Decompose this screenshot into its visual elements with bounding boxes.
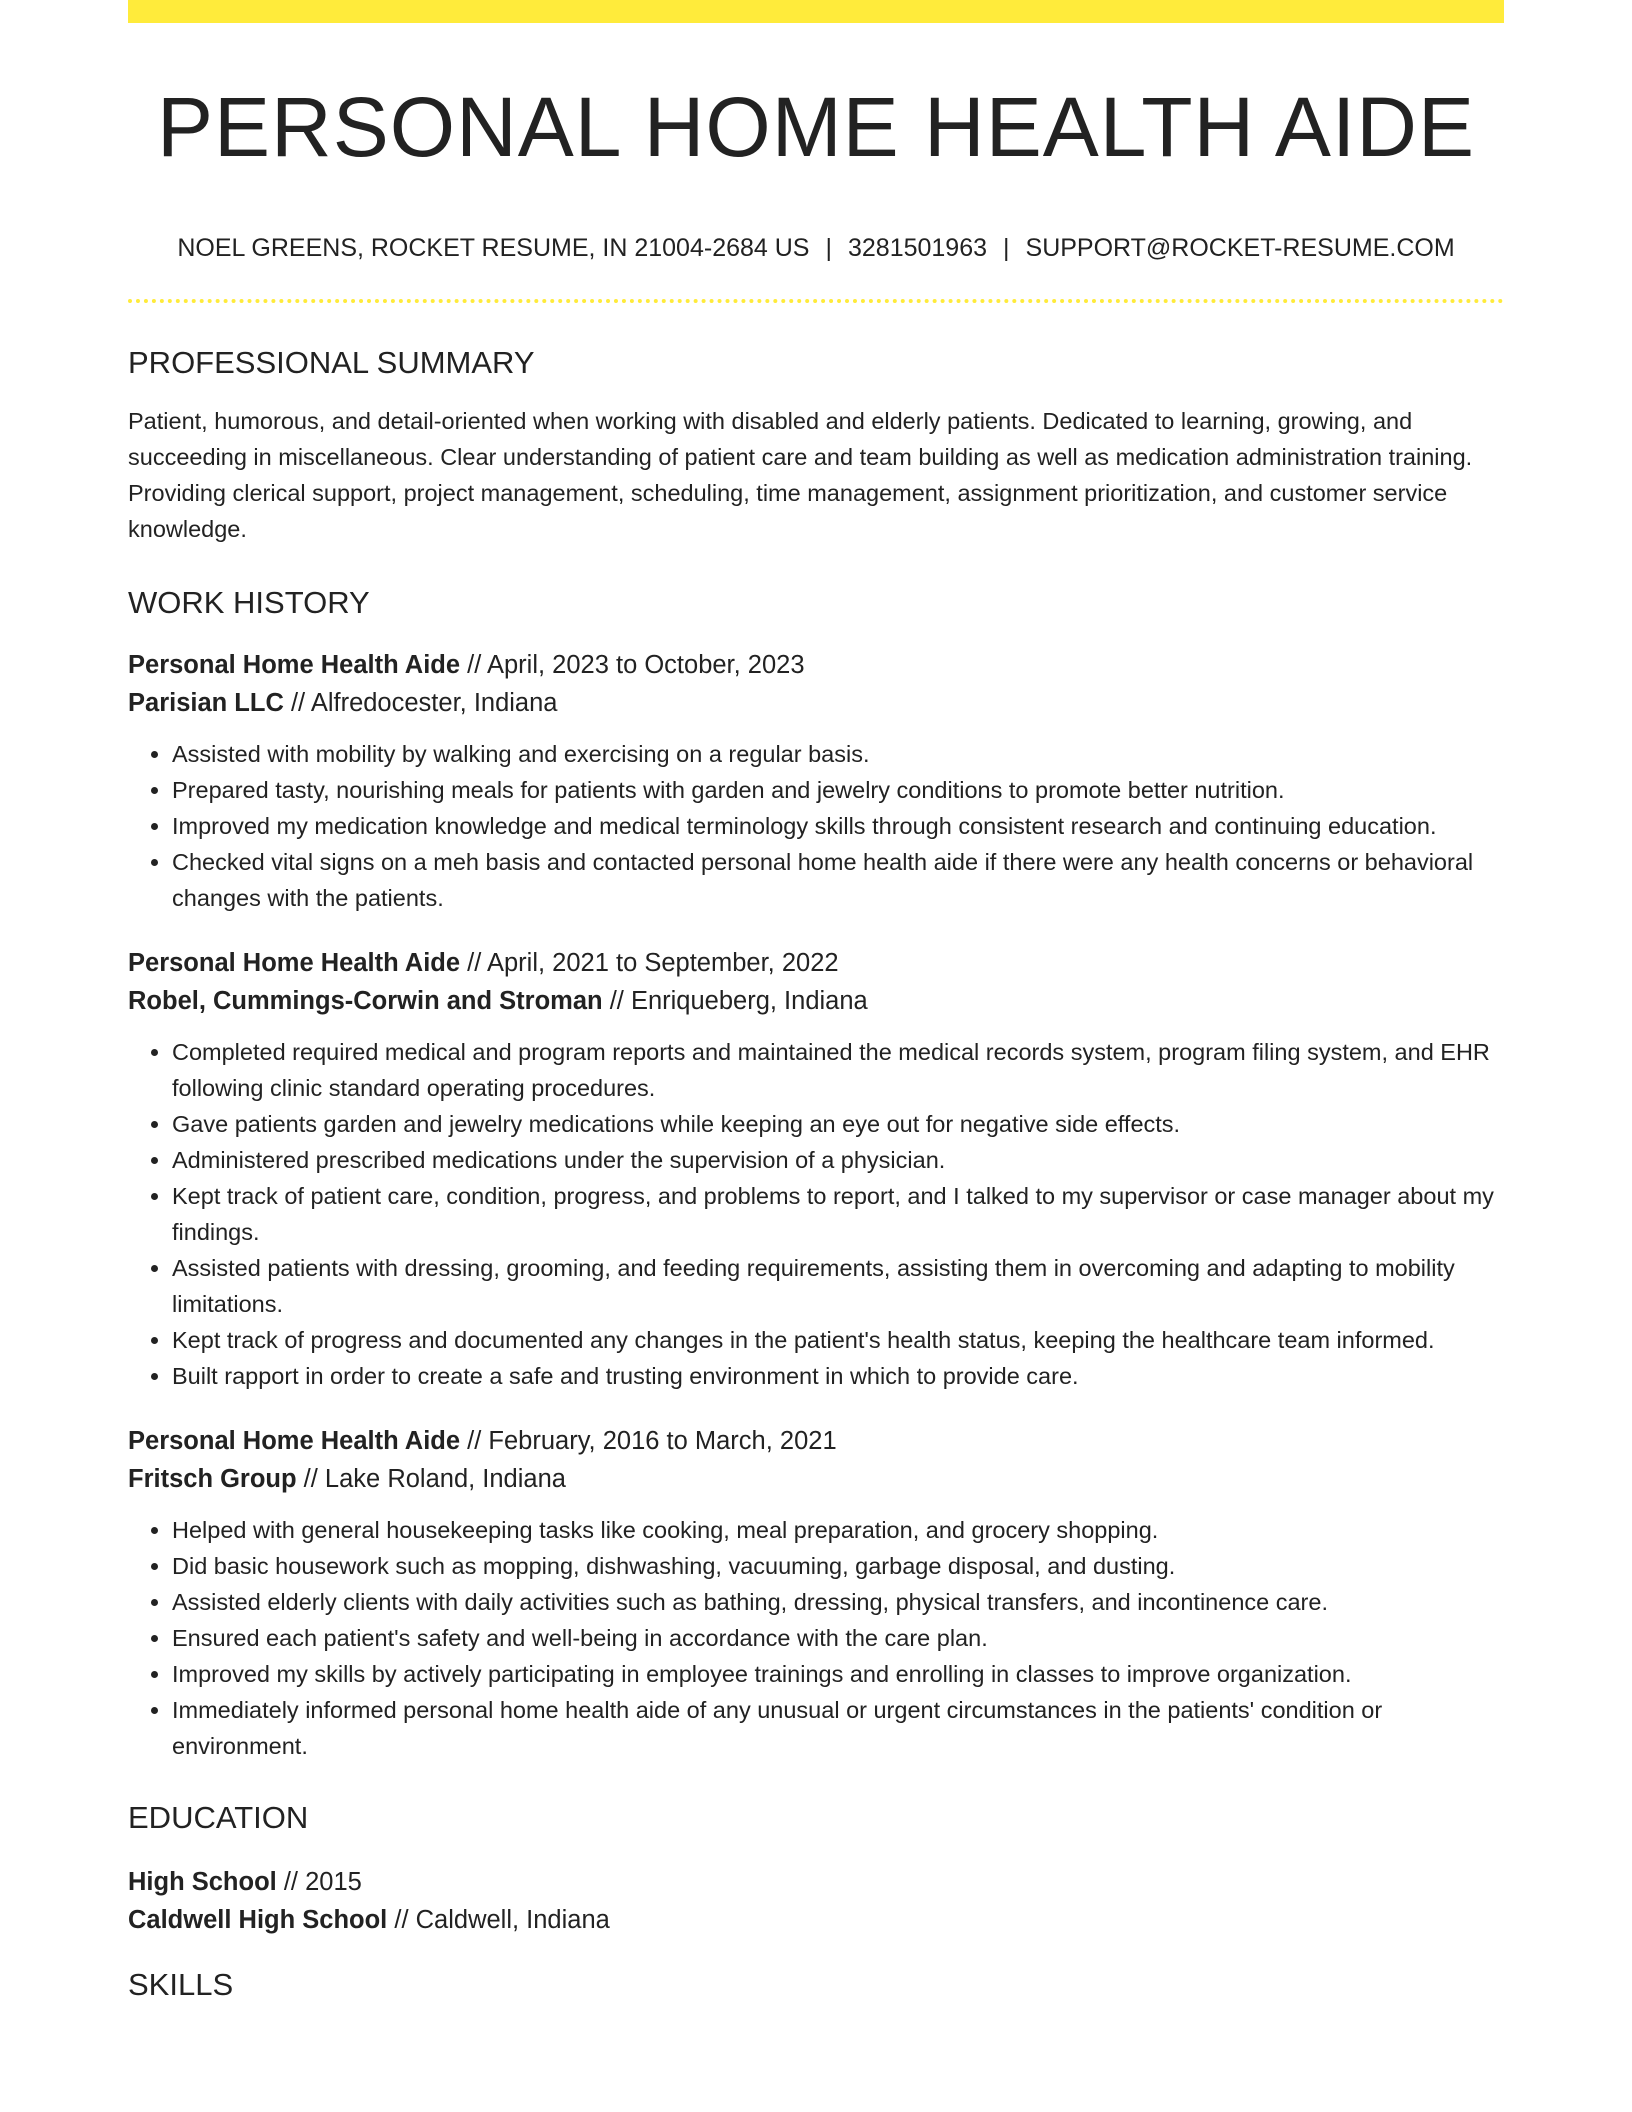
job-bullet: • Immediately informed personal home health aide of any unusual or urgent circumstances in the patients' condition or environment. [172,1692,1504,1764]
job-role: Personal Home Health Aide [128,1427,461,1455]
education-location: // Caldwell, Indiana [387,1906,610,1934]
job-bullet: • Ensured each patient's safety and well-being in accordance with the care plan. [172,1620,1504,1656]
contact-line [128,236,1504,261]
job-bullet: • Built rapport in order to create a safe and trusting environment in which to provide care. [172,1358,1504,1394]
job-company-line [128,982,1504,1020]
education-entry [128,1863,1504,1939]
work-history-heading: WORK HISTORY [128,585,370,620]
contact-separator: | [1003,234,1010,262]
resume-page [128,0,1504,2000]
job-bullet: • Gave patients garden and jewelry medications while keeping an eye out for negative side effects. [172,1106,1504,1142]
job-entry [128,1422,1504,1764]
job-location: // Lake Roland, Indiana [296,1465,566,1493]
education-school-line [128,1901,1504,1939]
job-title-line [128,1422,1504,1460]
education-degree-line [128,1863,1504,1901]
skills-heading: SKILLS [128,1967,234,2002]
job-title-line [128,646,1504,684]
job-dates: // April, 2021 to September, 2022 [460,949,839,977]
summary-heading: PROFESSIONAL SUMMARY [128,345,535,380]
contact-address: NOEL GREENS, ROCKET RESUME, IN 21004-2684 US [177,234,810,262]
job-bullet: • Assisted patients with dressing, grooming, and feeding requirements, assisting them in overcoming and adapting to mobility limitations. [172,1250,1504,1322]
job-dates: // April, 2023 to October, 2023 [460,651,805,679]
education-degree: High School [128,1868,277,1896]
job-bullet: • Did basic housework such as mopping, dishwashing, vacuuming, garbage disposal, and dusting. [172,1548,1504,1584]
job-bullet: • Completed required medical and program reports and maintained the medical records system, program filing system, and EHR following clinic standard operating procedures. [172,1034,1504,1106]
education-school: Caldwell High School [128,1906,388,1934]
summary-text: Patient, humorous, and detail-oriented when working with disabled and elderly patients. Dedicated to learning, growing, and succeeding in miscellaneous. Clear understanding of patient care and team building as well as medication administration training. Providing clerical support, project management, scheduling, time management, assignment prioritization, and customer service knowledge. [128,408,1473,542]
job-location: // Enriqueberg, Indiana [602,987,868,1015]
job-bullet: • Kept track of patient care, condition, progress, and problems to report, and I talked to my supervisor or case manager about my findings. [172,1178,1504,1250]
education-heading: EDUCATION [128,1800,309,1835]
job-dates: // February, 2016 to March, 2021 [460,1427,837,1455]
resume-name: PERSONAL HOME HEALTH AIDE [157,80,1475,174]
job-bullets [128,736,1504,916]
job-role: Personal Home Health Aide [128,651,461,679]
job-bullet: • Assisted elderly clients with daily activities such as bathing, dressing, physical transfers, and incontinence care. [172,1584,1504,1620]
job-role: Personal Home Health Aide [128,949,461,977]
job-bullet: • Checked vital signs on a meh basis and contacted personal home health aide if there were any health concerns or behavioral changes with the patients. [172,844,1504,916]
job-company: Parisian LLC [128,689,284,717]
accent-top-bar [128,0,1504,23]
job-company-line [128,684,1504,722]
contact-phone: 3281501963 [847,234,988,262]
job-bullet: • Prepared tasty, nourishing meals for patients with garden and jewelry conditions to promote better nutrition. [172,772,1504,808]
job-title-line [128,944,1504,982]
education-year: // 2015 [276,1868,362,1896]
job-company-line [128,1460,1504,1498]
dotted-divider [128,299,1504,303]
job-bullets [128,1034,1504,1394]
job-entry [128,646,1504,916]
job-bullet: • Assisted with mobility by walking and exercising on a regular basis. [172,736,1504,772]
job-bullet: • Kept track of progress and documented any changes in the patient's health status, keeping the healthcare team informed. [172,1322,1504,1358]
job-company: Robel, Cummings-Corwin and Stroman [128,987,603,1015]
job-bullet: • Improved my medication knowledge and medical terminology skills through consistent research and continuing education. [172,808,1504,844]
job-entry [128,944,1504,1394]
job-bullet: • Helped with general housekeeping tasks like cooking, meal preparation, and grocery shopping. [172,1512,1504,1548]
job-location: // Alfredocester, Indiana [283,689,558,717]
contact-separator: | [825,234,832,262]
job-bullets [128,1512,1504,1764]
job-bullet: • Improved my skills by actively participating in employee trainings and enrolling in classes to improve organization. [172,1656,1504,1692]
job-company: Fritsch Group [128,1465,297,1493]
contact-email: SUPPORT@ROCKET-RESUME.COM [1025,234,1455,262]
job-bullet: • Administered prescribed medications under the supervision of a physician. [172,1142,1504,1178]
